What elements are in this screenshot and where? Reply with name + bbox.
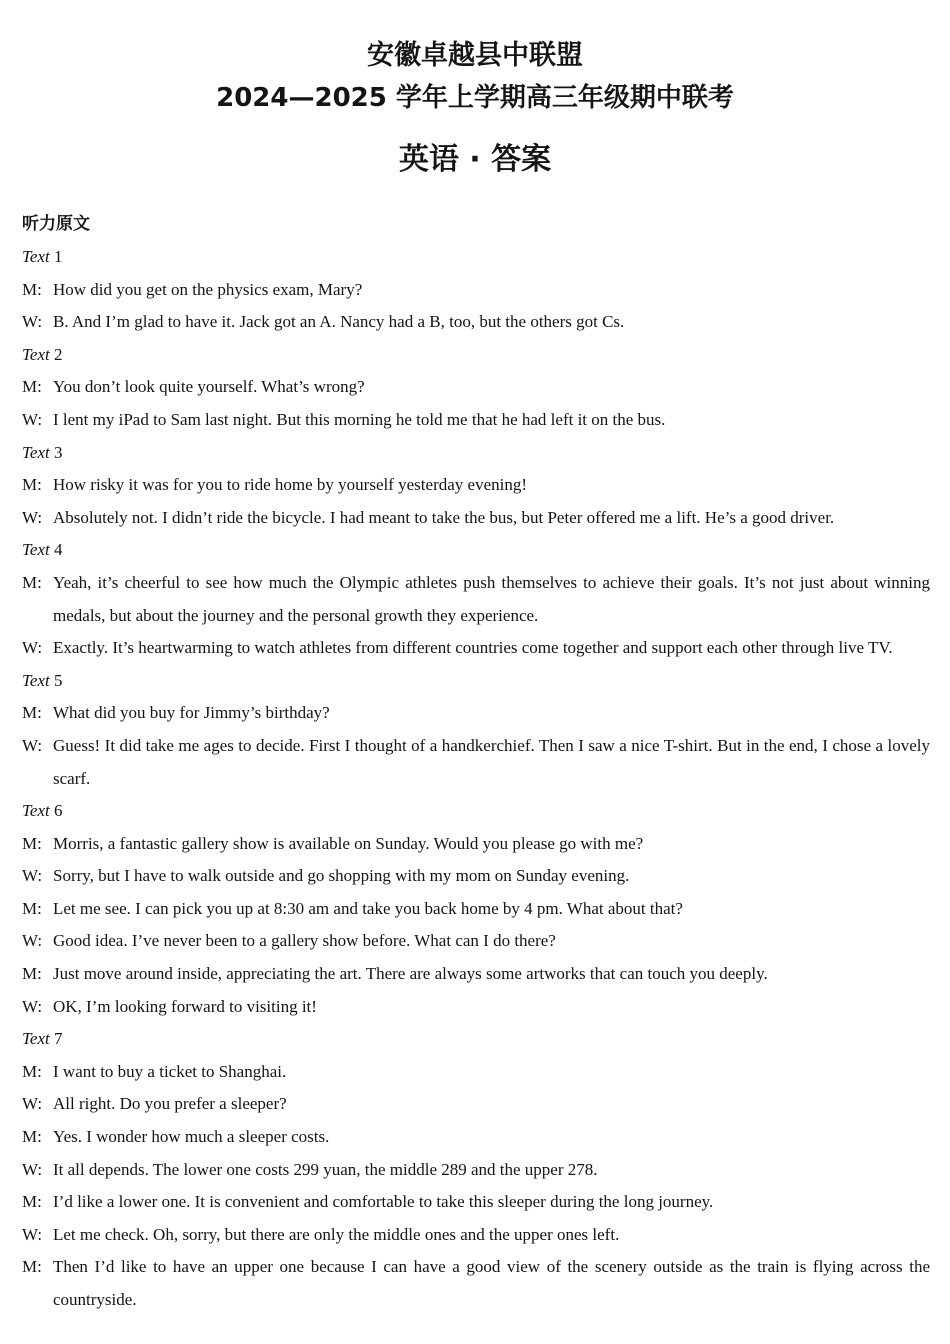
speaker-label: M: (22, 572, 42, 592)
dialogue-line (22, 1219, 930, 1252)
speaker-label: W: (22, 931, 43, 951)
text-label-word: Text (22, 344, 50, 364)
dialogue-text: You don’t look quite yourself. What’s wrong? (53, 377, 365, 397)
dialogue-line (22, 469, 930, 502)
text-label (22, 339, 930, 372)
text-label-number: 3 (53, 442, 63, 462)
speaker-label: W: (22, 638, 43, 658)
dialogue-line (22, 502, 930, 535)
text-label (22, 534, 930, 567)
speaker-label: W: (22, 507, 43, 527)
exam-alliance-title: 安徽卓越县中联盟 (367, 40, 583, 71)
dialogue-line (22, 306, 930, 339)
text-label-word: Text (22, 801, 50, 821)
speaker-label: M: (22, 1127, 42, 1147)
dialogue-text: All right. Do you prefer a sleeper? (53, 1094, 287, 1114)
speaker-label: W: (22, 409, 43, 429)
speaker-label: W: (22, 996, 43, 1016)
text-label-number: 4 (53, 540, 63, 560)
dialogue-text: Sorry, but I have to walk outside and go shopping with my mom on Sunday evening. (53, 866, 630, 886)
dialogue-text: Absolutely not. I didn’t ride the bicycle. I had meant to take the bus, but Peter offered me a lift. He’s a good driver. (53, 507, 835, 527)
speaker-label: M: (22, 964, 42, 984)
dialogue-line (22, 567, 930, 632)
dialogue-line (22, 1056, 930, 1089)
speaker-label: W: (22, 735, 43, 755)
text-label-word: Text (22, 1029, 50, 1049)
text-label-word: Text (22, 540, 50, 560)
speaker-label: M: (22, 898, 42, 918)
dialogue-line (22, 1154, 930, 1187)
text-label-number: 2 (53, 344, 63, 364)
text-label-number: 7 (53, 1029, 63, 1049)
speaker-label: W: (22, 1159, 43, 1179)
speaker-label: W: (22, 1094, 43, 1114)
dialogue-text: Yeah, it’s cheerful to see how much the Olympic athletes push themselves to achieve their goals. It’s not just about winning medals, but about the journey and the personal growth they experience. (53, 572, 930, 625)
text-label (22, 665, 930, 698)
speaker-label: M: (22, 703, 42, 723)
speaker-label: M: (22, 279, 42, 299)
dialogue-line (22, 1251, 930, 1316)
dialogue-text: Morris, a fantastic gallery show is available on Sunday. Would you please go with me? (53, 833, 644, 853)
text-label (22, 795, 930, 828)
dialogue-text: Let me see. I can pick you up at 8:30 am and take you back home by 4 pm. What about that? (53, 898, 683, 918)
dialogue-text: I’d like a lower one. It is convenient and comfortable to take this sleeper during the long journey. (53, 1192, 714, 1212)
speaker-label: M: (22, 833, 42, 853)
speaker-label: M: (22, 475, 42, 495)
dialogue-line (22, 860, 930, 893)
speaker-label: W: (22, 1224, 43, 1244)
dialogue-line (22, 991, 930, 1024)
dialogue-line (22, 697, 930, 730)
dialogue-text: B. And I’m glad to have it. Jack got an A. Nancy had a B, too, but the others got Cs. (53, 312, 625, 332)
text-label-word: Text (22, 670, 50, 690)
text-label-number: 5 (53, 670, 63, 690)
speaker-label: W: (22, 866, 43, 886)
speaker-label: M: (22, 377, 42, 397)
dialogue-line (22, 1088, 930, 1121)
dialogue-line (22, 1186, 930, 1219)
dialogue-line (22, 371, 930, 404)
dialogue-line (22, 958, 930, 991)
dialogue-text: Just move around inside, appreciating the art. There are always some artworks that can touch you deeply. (53, 964, 768, 984)
dialogue-text: Good idea. I’ve never been to a gallery show before. What can I do there? (53, 931, 556, 951)
dialogue-text: What did you buy for Jimmy’s birthday? (53, 703, 330, 723)
speaker-label: M: (22, 1061, 42, 1081)
text-label-number: 6 (53, 801, 63, 821)
dialogue-line (22, 1121, 930, 1154)
dialogue-line (22, 893, 930, 926)
dialogue-text: How risky it was for you to ride home by yourself yesterday evening! (53, 475, 527, 495)
speaker-label: M: (22, 1257, 42, 1277)
text-label (22, 437, 930, 470)
speaker-label: W: (22, 312, 43, 332)
text-label-number: 1 (53, 247, 63, 266)
dialogue-line (22, 828, 930, 861)
dialogue-line (22, 274, 930, 307)
section-heading: 听力原文 (22, 214, 90, 234)
exam-term-title: 2024—2025 学年上学期高三年级期中联考 (216, 83, 734, 113)
dialogue-text: Guess! It did take me ages to decide. First I thought of a handkerchief. Then I saw a nice T-shirt. But in the end, I chose a lovely scarf. (53, 735, 930, 788)
dialogue-text: Yes. I wonder how much a sleeper costs. (53, 1127, 330, 1147)
dialogue-text: It all depends. The lower one costs 299 yuan, the middle 289 and the upper 278. (53, 1159, 598, 1179)
dialogue-line (22, 404, 930, 437)
text-label-word: Text (22, 442, 50, 462)
dialogue-line (22, 632, 930, 665)
dialogue-text: Then I’d like to have an upper one because I can have a good view of the scenery outside as the train is flying across the countryside. (53, 1257, 930, 1309)
dialogue-text: I want to buy a ticket to Shanghai. (53, 1061, 287, 1081)
text-label (22, 1023, 930, 1056)
dialogue-text: How did you get on the physics exam, Mary? (53, 279, 363, 299)
dialogue-text: Let me check. Oh, sorry, but there are only the middle ones and the upper ones left. (53, 1224, 620, 1244)
dialogue-text: Exactly. It’s heartwarming to watch athletes from different countries come together and support each other through live TV. (53, 638, 893, 658)
speaker-label: M: (22, 1192, 42, 1212)
dialogue-text: OK, I’m looking forward to visiting it! (53, 996, 317, 1016)
dialogue-line (22, 925, 930, 958)
text-label (22, 241, 930, 274)
subject-answer-title: 英语 · 答案 (398, 142, 552, 177)
dialogue-line (22, 730, 930, 795)
listening-transcript (22, 241, 930, 1317)
dialogue-text: I lent my iPad to Sam last night. But this morning he told me that he had left it on the bus. (53, 409, 666, 429)
text-label-word: Text (22, 247, 50, 266)
